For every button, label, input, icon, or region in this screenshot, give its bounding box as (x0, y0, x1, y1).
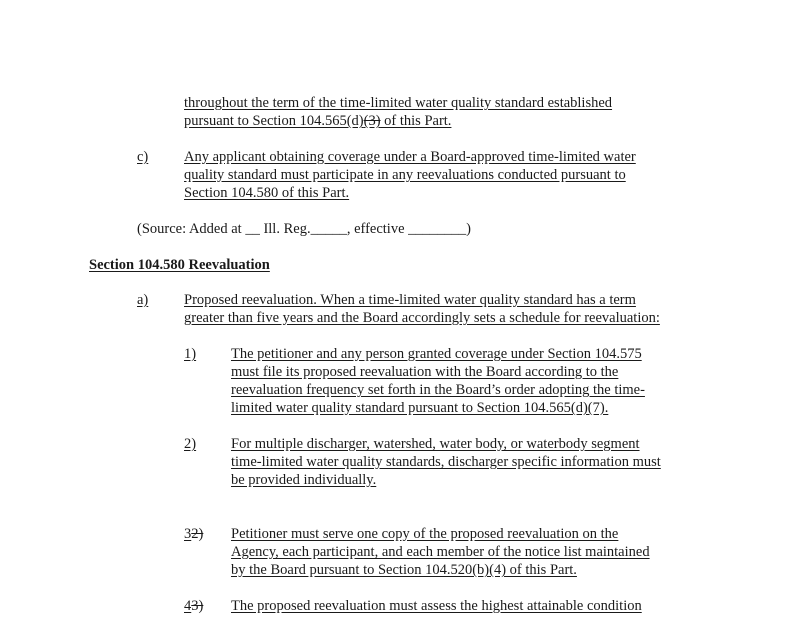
sub4-label: 43) (184, 598, 204, 614)
item-c-line-1: Any applicant obtaining coverage under a Board-approved time-limited water (184, 149, 636, 165)
sub1-line-1: The petitioner and any person granted coverage under Section 104.575 (231, 346, 642, 362)
item-a-label: a) (137, 292, 149, 308)
item-c-label: c) (137, 149, 149, 165)
sub1-line-3: reevaluation frequency set forth in the Board’s order adopting the time- (231, 382, 645, 398)
sub3-line-2: Agency, each participant, and each member of the notice list maintained (231, 544, 650, 560)
item-c-line-2: quality standard must participate in any reevaluations conducted pursuant to (184, 167, 626, 183)
carryover-line-1: throughout the term of the time-limited water quality standard established (184, 95, 613, 111)
deleted-text: 3) (191, 598, 204, 614)
sub1-label: 1) (184, 346, 197, 362)
sub2-label: 2) (184, 436, 197, 452)
sub4-line-1: The proposed reevaluation must assess the highest attainable condition (231, 598, 642, 614)
sub2-line-3: be provided individually. (231, 472, 377, 488)
sub3-line-1: Petitioner must serve one copy of the proposed reevaluation on the (231, 526, 619, 542)
sub3-line-3: by the Board pursuant to Section 104.520(b)(4) of this Part. (231, 562, 577, 578)
sub1-line-2: must file its proposed reevaluation with the Board according to the (231, 364, 619, 380)
sub1-line-4: limited water quality standard pursuant to Section 104.565(d)(7). (231, 400, 609, 416)
section-heading: Section 104.580 Reevaluation (89, 257, 270, 273)
deleted-text: (3) (363, 113, 381, 129)
deleted-text: 2) (191, 526, 204, 542)
item-a-line-1: Proposed reevaluation. When a time-limited water quality standard has a term (184, 292, 636, 308)
carryover-line-2: pursuant to Section 104.565(d)(3) of this Part. (184, 113, 452, 129)
item-c-line-3: Section 104.580 of this Part. (184, 185, 350, 201)
sub3-label: 32) (184, 526, 204, 542)
sub2-line-1: For multiple discharger, watershed, water body, or waterbody segment (231, 436, 640, 452)
sub2-line-2: time-limited water quality standards, discharger specific information must (231, 454, 661, 470)
item-a-line-2: greater than five years and the Board accordingly sets a schedule for reevaluation: (184, 310, 660, 326)
source-note: (Source: Added at __ Ill. Reg._____, effective ________) (137, 221, 471, 237)
